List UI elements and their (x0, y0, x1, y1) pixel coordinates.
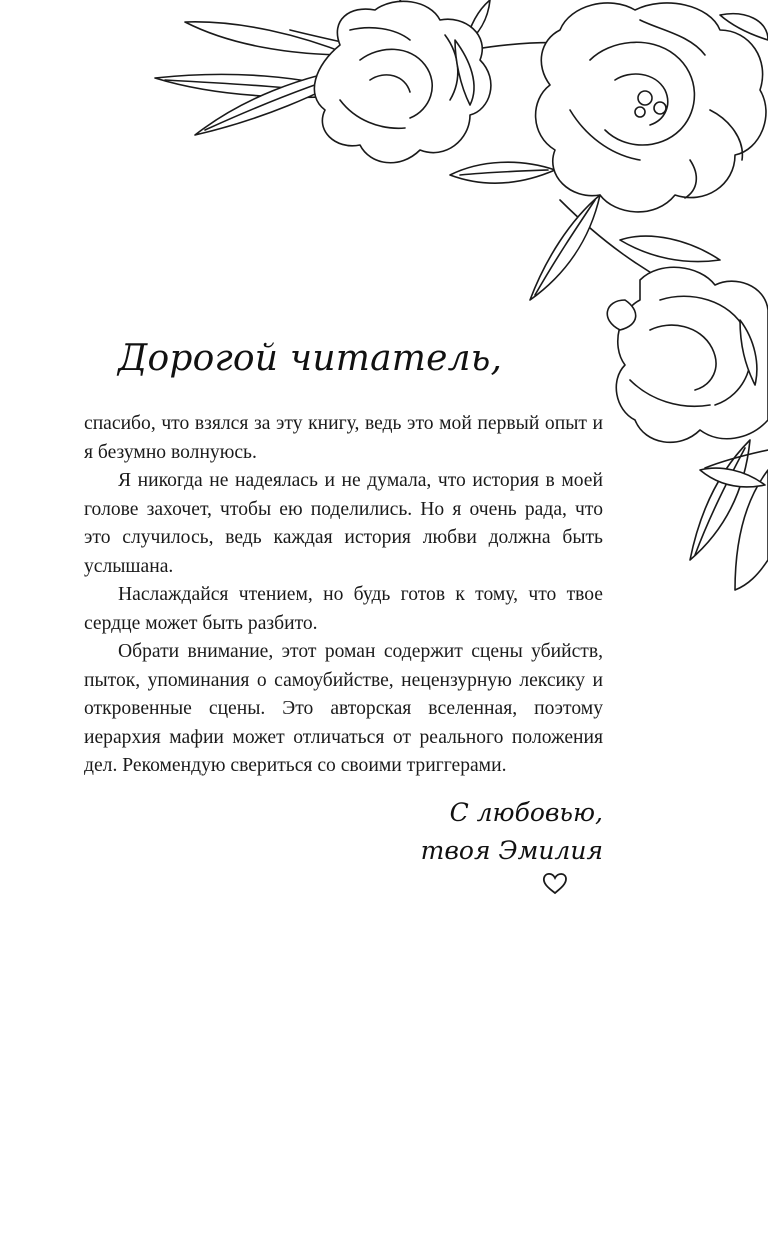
letter-paragraph: Наслаждайся чтением, но будь готов к тому, что твое сердце может быть разбито. (84, 584, 603, 634)
signoff-line-love: С любовью, (449, 798, 603, 827)
letter-signoff (421, 794, 603, 870)
letter-body (84, 410, 603, 781)
signoff-line-author: твоя Эмилия (420, 836, 603, 865)
letter-paragraph: Я никогда не надеялась и не думала, что история в моей голове захочет, чтобы ею поделились. Но я очень рада, что это случилось, ведь каждая история любви должна быть услышана. (84, 470, 603, 577)
letter-greeting: Дорогой читатель, (118, 338, 503, 379)
letter-paragraph: Обрати внимание, этот роман содержит сцены убийств, пыток, упоминания о самоубийстве, нецензурную лексику и откровенные сцены. Это авторская вселенная, поэтому иерархия мафии может отличаться от реального положения дел. Рекомендую свериться со своими триггерами. (84, 641, 603, 776)
heart-outline-icon (541, 871, 569, 895)
letter-paragraph: спасибо, что взялся за эту книгу, ведь это мой первый опыт и я безумно волнуюсь. (84, 413, 603, 463)
